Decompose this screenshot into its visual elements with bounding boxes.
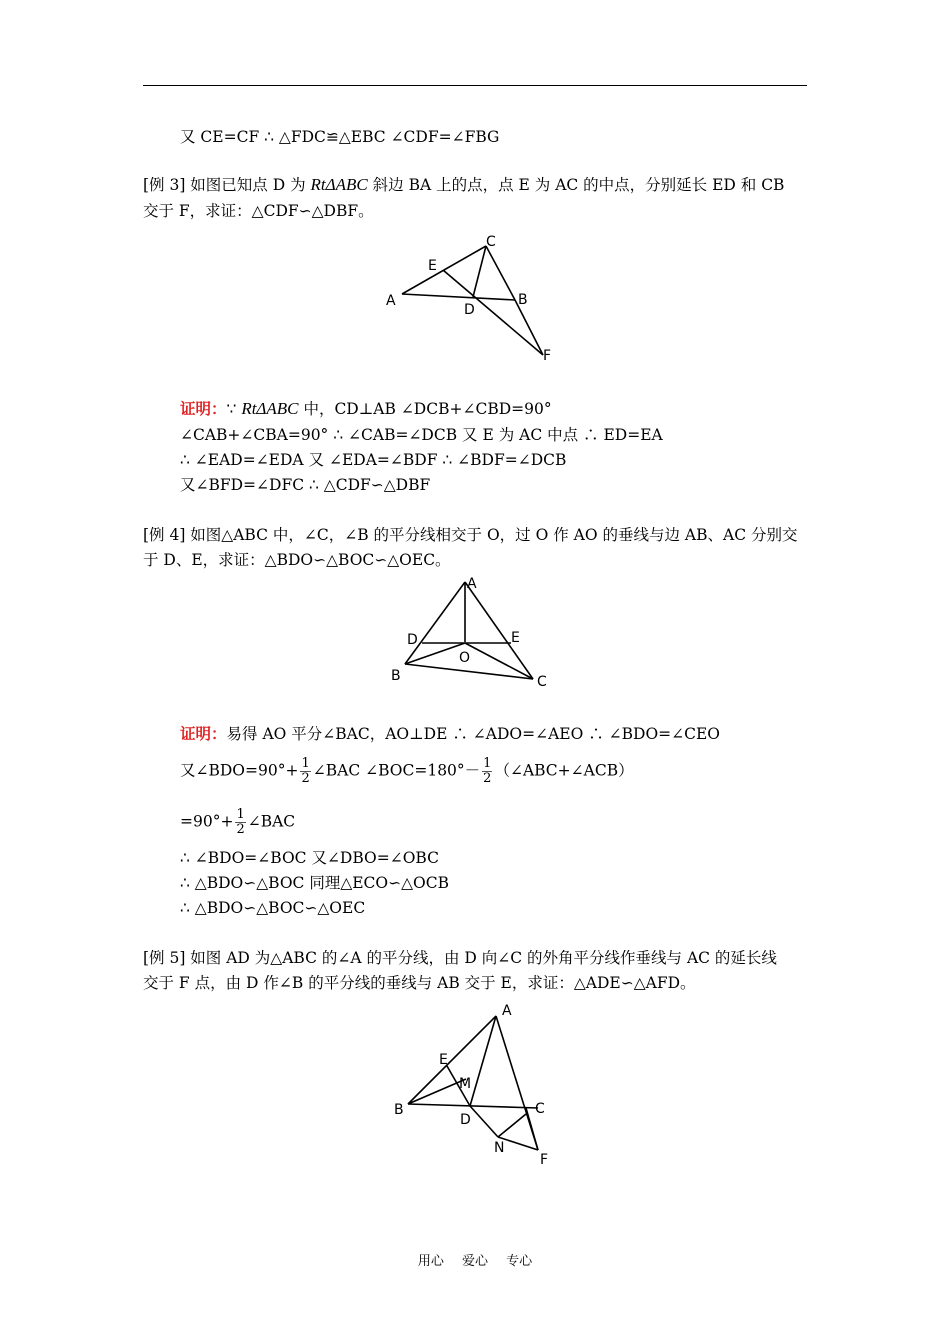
- vertex-label-d: D: [407, 632, 418, 648]
- vertex-label-o: O: [459, 650, 471, 666]
- vertex-label-c: C: [486, 234, 496, 250]
- text: 斜边 BA 上的点，点 E 为 AC 的中点，分别延长 ED 和 CB: [367, 176, 785, 194]
- fraction-one-half: [300, 757, 310, 786]
- vertex-label-d: D: [460, 1112, 471, 1128]
- text: ∠BAC ∠BOC=180°－: [312, 761, 481, 780]
- vertex-label-a: A: [502, 1003, 512, 1019]
- proof-4-line-3: [180, 808, 295, 837]
- denominator: 2: [301, 771, 310, 786]
- proof-4-line-4: ∴ ∠BDO=∠BOC 又∠DBO=∠OBC: [180, 849, 439, 867]
- math-rt-abc: RtΔABC: [241, 399, 299, 418]
- vertex-label-a: A: [386, 293, 396, 309]
- text: （∠ABC+∠ACB）: [494, 761, 634, 780]
- numerator: 1: [301, 756, 310, 771]
- figure-example-5: [390, 1000, 565, 1170]
- vertex-label-d: D: [464, 302, 475, 318]
- example-3-line-2: 交于 F，求证：△CDF∽△DBF。: [143, 202, 374, 220]
- denominator: 2: [483, 771, 492, 786]
- text: =90°+: [180, 812, 234, 831]
- proof-label: 证明：: [180, 399, 227, 418]
- text-line: 又 CE=CF ∴ △FDC≌△EBC ∠CDF=∠FBG: [180, 128, 500, 146]
- proof-4-line-5: ∴ △BDO∽△BOC 同理△ECO∽△OCB: [180, 874, 449, 892]
- figure-example-3: [380, 232, 570, 364]
- proof-3-line-3: ∴ ∠EAD=∠EDA 又 ∠EDA=∠BDF ∴ ∠BDF=∠DCB: [180, 451, 567, 469]
- vertex-label-f: F: [540, 1152, 549, 1168]
- math-rt-abc: RtΔABC: [310, 175, 368, 194]
- text: 又∠BDO=90°+: [180, 761, 299, 780]
- example-4-line-2: 于 D、E，求证：△BDO∽△BOC∽△OEC。: [143, 551, 451, 569]
- vertex-label-e: E: [439, 1052, 448, 1068]
- proof-4-line-1: [180, 724, 720, 744]
- vertex-label-m: M: [459, 1076, 472, 1092]
- vertex-label-b: B: [391, 668, 401, 684]
- example-5-line-1: [例 5] 如图 AD 为△ABC 的∠A 的平分线，由 D 向∠C 的外角平分线作垂线与 AC 的延长线: [143, 949, 777, 967]
- vertex-label-n: N: [494, 1140, 505, 1156]
- vertex-label-b: B: [518, 292, 528, 308]
- proof-4-line-2: [180, 757, 634, 786]
- vertex-label-b: B: [394, 1102, 404, 1118]
- example-3-line-1: [143, 175, 784, 195]
- numerator: 1: [483, 756, 492, 771]
- text: ∵: [226, 400, 242, 418]
- fraction-one-half: [235, 808, 245, 837]
- proof-label: 证明：: [180, 724, 227, 743]
- text: [例 3] 如图已知点 D 为: [143, 176, 311, 194]
- text: ∠BAC: [247, 812, 296, 831]
- text: 易得 AO 平分∠BAC，AO⊥DE ∴ ∠ADO=∠AEO ∴ ∠BDO=∠CEO: [226, 725, 721, 743]
- example-4-line-1: [例 4] 如图△ABC 中，∠C，∠B 的平分线相交于 O，过 O 作 AO 的垂线与边 AB、AC 分别交: [143, 526, 798, 544]
- vertex-label-c: C: [537, 674, 547, 690]
- vertex-label-f: F: [543, 348, 552, 364]
- proof-3-line-1: [180, 399, 552, 419]
- proof-3-line-4: 又∠BFD=∠DFC ∴ △CDF∽△DBF: [180, 476, 431, 494]
- figure-example-4: [385, 572, 560, 692]
- text: 中，CD⊥AB ∠DCB+∠CBD=90°: [298, 400, 552, 418]
- header-rule: [143, 85, 807, 86]
- vertex-label-e: E: [511, 630, 520, 646]
- vertex-label-a: A: [467, 576, 477, 592]
- page-footer: 用心 爱心 专心: [417, 1254, 533, 1269]
- numerator: 1: [236, 807, 245, 822]
- vertex-label-c: C: [535, 1101, 545, 1117]
- denominator: 2: [236, 822, 245, 837]
- fraction-one-half: [482, 757, 492, 786]
- example-5-line-2: 交于 F 点，由 D 作∠B 的平分线的垂线与 AB 交于 E，求证：△ADE∽△AFD。: [143, 974, 696, 992]
- proof-4-line-6: ∴ △BDO∽△BOC∽△OEC: [180, 899, 366, 917]
- proof-3-line-2: ∠CAB+∠CBA=90° ∴ ∠CAB=∠DCB 又 E 为 AC 中点 ∴ ED=EA: [180, 426, 663, 444]
- vertex-label-e: E: [428, 258, 437, 274]
